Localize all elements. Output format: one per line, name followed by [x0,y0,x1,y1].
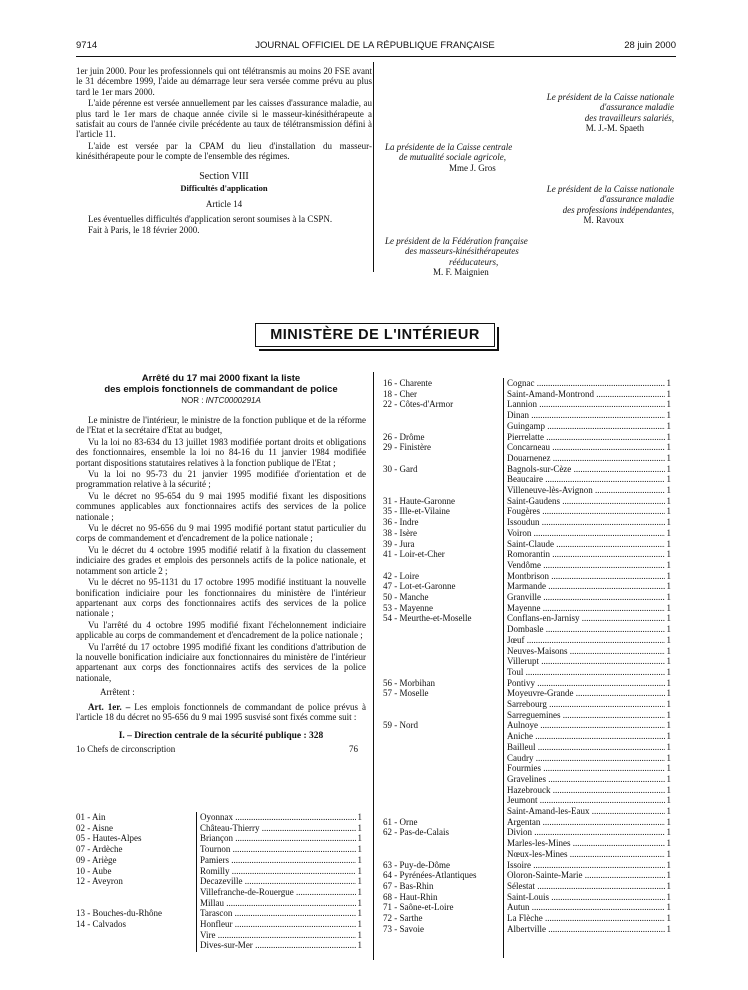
city-cell: Dinan ..... [507,410,665,421]
chefs-label: 1o Chefs de circonscription [76,743,176,754]
table-row [76,876,366,887]
city-cell: Jeumont ..... [507,795,665,806]
city-cell: Oloron-Sainte-Marie ..... [507,870,665,881]
article-1-label: Art. 1er. – [88,701,131,712]
signature-line: des travailleurs salariés, [584,112,674,123]
table-row [76,919,366,930]
count-cell: 1 [666,592,671,602]
city-cell: Villefranche-de-Rouergue ..... [200,887,356,898]
count-cell: 1 [357,908,362,919]
signature-name: M. F. Maignien [433,267,489,278]
department-cell: 38 - Isère [383,527,417,538]
city-cell: Beaucaire ..... [507,474,665,485]
count-cell: 1 [666,549,671,560]
table-row [383,421,675,432]
paragraph: Les éventuelles difficultés d'application seront soumises à la CSPN. [88,213,333,224]
table-row [383,592,675,603]
city-cell: Saint-Amand-Montrond ..... [507,389,665,400]
count-cell: 1 [666,763,671,774]
count-cell: 1 [666,806,671,816]
table-row [383,389,675,400]
department-cell: 29 - Finistère [383,442,431,453]
table-row [383,399,675,410]
count-cell: 1 [666,399,671,410]
table-row [383,549,675,560]
table-row [76,855,366,866]
city-cell: Voiron ..... [507,528,665,539]
city-cell: Nœux-les-Mines ..... [507,849,665,860]
count-cell: 1 [357,897,362,908]
table-row [383,924,675,935]
signature-line: Le président de la Caisse nationale [546,184,674,194]
city-cell: Conflans-en-Jarnisy ..... [507,613,665,624]
count-cell: 1 [666,870,671,881]
signature-line: des professions indépendantes, [562,204,674,215]
count-cell: 1 [666,709,671,720]
decree-title: des emplois fonctionnels de commandant de police [104,383,338,395]
count-cell: 1 [357,886,362,897]
department-cell: 39 - Jura [383,538,415,549]
count-cell: 1 [666,731,671,742]
department-cell: 53 - Mayenne [383,602,433,613]
count-cell: 1 [666,410,671,421]
department-cell: 14 - Calvados [76,919,126,929]
count-cell: 1 [357,929,362,940]
city-cell: Divion ..... [507,827,665,838]
signature-line: La présidente de la Caisse centrale [385,142,513,152]
signature-name: M. Ravoux [583,215,624,226]
table-row [383,838,675,849]
table-row [383,667,675,678]
city-cell: Bagnols-sur-Cèze ..... [507,464,665,475]
city-cell: Toul ..... [507,667,665,678]
nor-code: INTC0000291A [205,396,261,405]
header-rule [76,56,676,57]
count-cell: 1 [357,833,362,844]
chefs-line [76,743,366,755]
department-cell: 30 - Gard [383,463,418,474]
department-cell: 42 - Loire [383,570,419,581]
header-date: 28 juin 2000 [624,40,676,51]
table-row [383,688,675,699]
count-cell: 1 [666,570,671,581]
paragraph: Vu la loi no 95-73 du 21 janvier 1995 modifiée d'orientation et de programmation relative à la sécurité ; [76,469,366,490]
table-row [383,506,675,517]
nor-label: NOR : [181,396,204,405]
article-1 [76,702,366,723]
paragraph: Vu le décret no 95-654 du 9 mai 1995 modifié fixant les dispositions communes applicables aux fonctionnaires actifs des services de la police nationale ; [76,490,366,522]
table-row [383,860,675,871]
count-cell: 1 [357,876,362,887]
count-cell: 1 [666,688,671,699]
count-cell: 1 [666,624,671,635]
count-cell: 1 [666,827,671,838]
count-cell: 1 [666,452,671,463]
city-cell: Issoudun ..... [507,517,665,528]
count-cell: 1 [666,741,671,752]
table-row [383,753,675,764]
city-cell: Saint-Gaudens ..... [507,496,665,507]
count-cell: 1 [666,848,671,859]
city-cell: Marmande ..... [507,581,665,592]
count-cell: 1 [666,495,671,506]
count-cell: 1 [666,559,671,570]
section-title: Difficultés d'application [180,183,268,194]
signature-name: M. J.-M. Spaeth [585,123,644,134]
department-cell: 16 - Charente [383,378,432,388]
table-divider [196,812,197,952]
signature-line: d'assurance maladie [599,102,674,113]
count-cell: 1 [357,812,362,822]
city-cell: Issoire ..... [507,860,665,871]
count-cell: 1 [666,527,671,538]
nor-line [76,395,366,407]
count-cell: 1 [666,913,671,923]
signature-line: d'assurance maladie [599,194,674,205]
department-cell: 72 - Sarthe [383,913,423,923]
city-cell: Aniche ..... [507,731,665,742]
table-row [383,539,675,550]
count-cell: 1 [666,602,671,613]
count-cell: 1 [666,656,671,667]
table-row [383,774,675,785]
journal-title: JOURNAL OFFICIEL DE LA RÉPUBLIQUE FRANÇAISE [255,40,495,51]
city-cell: Pontivy ..... [507,678,665,689]
city-cell: Oyonnax ..... [200,812,356,823]
count-cell: 1 [666,420,671,431]
city-cell: Château-Thierry ..... [200,823,356,834]
paragraph: Vu le décret du 4 octobre 1995 modifié relatif à la fixation du classement indiciaire des grades et emplois des personnels actifs de la police nationale, et notamment son article 2 ; [76,544,366,576]
count-cell: 1 [666,485,671,495]
signature-block [385,142,585,173]
table-row [76,823,366,834]
count-cell: 1 [666,720,671,731]
department-cell: 59 - Nord [383,720,418,731]
paragraph: Vu l'arrêté du 4 octobre 1995 modifié fixant l'échelonnement indiciaire applicable au corps de commandement et d'encadrement de la police nationale ; [76,619,366,641]
city-cell: Romilly ..... [200,866,356,877]
city-cell: Lannion ..... [507,399,665,410]
paragraph: Le ministre de l'intérieur, le ministre de la fonction publique et de la réforme de l'Etat et la secrétaire d'Etat au budget, [76,415,366,436]
city-cell: Briançon ..... [200,833,356,844]
department-cell: 18 - Cher [383,388,417,399]
city-cell: Honfleur ..... [200,919,356,930]
count-cell: 1 [357,865,362,876]
chefs-count: 76 [349,743,358,754]
department-cell: 36 - Indre [383,517,419,528]
city-cell: Pierrelatte ..... [507,432,665,443]
department-cell: 73 - Savoie [383,923,424,934]
city-cell: Hazebrouck ..... [507,785,665,796]
table-row [383,892,675,903]
department-cell: 26 - Drôme [383,431,425,442]
department-cell: 12 - Aveyron [76,876,123,887]
paragraph: Vu le décret no 95-1131 du 17 octobre 1995 modifié instituant la nouvelle bonification indiciaire pour les fonctionnaires du ministère de l'intérieur appartenant aux corps des fonctionnaires actifs des services de la police nationale ; [76,577,366,619]
city-cell: Sélestat ..... [507,881,665,892]
table-row [76,812,366,823]
section-heading: Section VIII [199,170,249,182]
count-cell: 1 [666,645,671,656]
table-row [383,464,675,475]
table-row [383,613,675,624]
table-row [383,827,675,838]
count-cell: 1 [666,923,671,934]
table-row [383,656,675,667]
count-cell: 1 [357,919,362,929]
table-row [383,528,675,539]
table-row [383,603,675,614]
city-cell: Marles-les-Mines ..... [507,838,665,849]
count-cell: 1 [666,538,671,549]
table-row [383,678,675,689]
department-cell: 02 - Aisne [76,822,113,833]
table-row [383,731,675,742]
table-row [383,913,675,924]
department-cell: 35 - Ille-et-Vilaine [383,506,450,517]
department-cell: 54 - Meurthe-et-Moselle [383,613,472,624]
paragraph: 1er juin 2000. Pour les professionnels qui ont télétransmis au moins 20 FSE avant le 31 décembre 1999, l'aide au démarrage leur sera versée comme prévu au plus tard le 1er mars 2000. [76,66,372,97]
city-cell: Saint-Amand-les-Eaux ..... [507,806,665,817]
signature-block [430,92,674,134]
department-cell: 56 - Morbihan [383,677,435,688]
city-cell: Saint-Claude ..... [507,539,665,550]
city-cell: Tournon ..... [200,844,356,855]
table-row [383,699,675,710]
city-cell: Sarrebourg ..... [507,699,665,710]
department-cell: 71 - Saône-et-Loire [383,902,454,913]
table-row [76,833,366,844]
signature-line: des masseurs-kinésithérapeutes [405,246,519,257]
count-cell: 1 [666,795,671,806]
table-row [76,887,366,898]
table-row [383,720,675,731]
department-cell: 67 - Bas-Rhin [383,880,434,891]
city-cell: Fourmies ..... [507,763,665,774]
table-row [383,624,675,635]
city-cell: Albertville ..... [507,924,665,935]
city-cell: Moyeuvre-Grande ..... [507,688,665,699]
department-cell: 63 - Puy-de-Dôme [383,859,450,870]
table-row [76,844,366,855]
count-cell: 1 [666,388,671,399]
department-cell: 62 - Pas-de-Calais [383,827,449,838]
city-cell: Concarneau ..... [507,442,665,453]
paragraph: Fait à Paris, le 18 février 2000. [88,225,200,236]
city-cell: Millau ..... [200,898,356,909]
count-cell: 1 [666,859,671,870]
department-cell: 01 - Ain [76,812,106,822]
top-left-column [76,66,372,237]
city-cell: Saint-Louis ..... [507,892,665,903]
city-cell: Sarreguemines ..... [507,710,665,721]
city-cell: Douarnenez ..... [507,453,665,464]
count-cell: 1 [666,752,671,763]
table-row [383,474,675,485]
table-row [383,710,675,721]
table-row [383,453,675,464]
city-cell: Fougères ..... [507,506,665,517]
arretent: Arrêtent : [100,687,135,698]
table-row [383,485,675,496]
city-cell: Vendôme ..... [507,560,665,571]
table-row [383,870,675,881]
city-cell: Aulnoye ..... [507,720,665,731]
count-cell: 1 [666,838,671,849]
city-cell: Jœuf ..... [507,635,665,646]
department-cell: 22 - Côtes-d'Armor [383,399,454,410]
city-cell: Vire ..... [200,930,356,941]
page-number: 9714 [76,40,98,51]
table-row [383,517,675,528]
table-row [76,940,366,951]
city-cell: Bailleul ..... [507,742,665,753]
city-cell: Villerupt ..... [507,656,665,667]
city-cell: Romorantin ..... [507,549,665,560]
signature-block [385,236,605,278]
decree [76,374,366,755]
count-cell: 1 [666,677,671,688]
decree-title: Arrêté du 17 mai 2000 fixant la liste [141,373,301,384]
article-heading: Article 14 [205,199,243,210]
table-row [383,442,675,453]
department-cell: 68 - Haut-Rhin [383,891,438,902]
city-cell: Decazeville ..... [200,876,356,887]
count-cell: 1 [666,891,671,902]
city-cell: Neuves-Maisons ..... [507,646,665,657]
department-cell: 10 - Aube [76,865,112,876]
count-cell: 1 [666,581,671,592]
table-row [383,881,675,892]
department-cell: 61 - Orne [383,816,418,827]
city-cell: Montbrison ..... [507,571,665,582]
paragraph: Vu l'arrêté du 17 octobre 1995 modifié fixant les conditions d'attribution de la nouvelle bonification indiciaire aux fonctionnaires du ministère de l'intérieur appartenant aux corps des fonctionnaires actifs des services de la police nationale, [76,641,366,683]
count-cell: 1 [666,902,671,913]
count-cell: 1 [666,474,671,485]
table-row [76,898,366,909]
paragraph: L'aide pérenne est versée annuellement par les caisses d'assurance maladie, au plus tard le 1er mars de chaque année civile si le masseur-kinésithérapeute a satisfait au cours de l'année civile précédente au taux de télétransmission défini à l'article 11. [76,98,372,140]
table-row [383,763,675,774]
section-1-heading: I. – Direction centrale de la sécurité publique : 328 [118,731,324,742]
table-row [383,817,675,828]
count-cell: 1 [666,816,671,827]
count-cell: 1 [666,880,671,891]
city-cell: Pamiers ..... [200,855,356,866]
article-1-text: Les emplois fonctionnels de commandant de police prévus à l'article 18 du décret no 95-656 du 9 mai 1995 susvisé sont fixés comme suit : [76,701,367,722]
table-row [383,496,675,507]
paragraph: L'aide est versée par la CPAM du lieu d'installation du masseur-kinésithérapeute pour le compte de l'ensemble des régimes. [76,140,372,162]
count-cell: 1 [666,442,671,453]
department-cell: 64 - Pyrénées-Atlantiques [383,870,477,881]
table-row [76,908,366,919]
table-row [383,795,675,806]
signature-line: Le président de la Fédération française [385,236,528,246]
signature-line: Le président de la Caisse nationale [546,92,674,102]
table-row [383,581,675,592]
department-cell: 41 - Loir-et-Cher [383,549,445,560]
department-cell: 57 - Moselle [383,688,429,699]
count-cell: 1 [357,854,362,865]
city-cell: Villeneuve-lès-Avignon ..... [507,485,665,496]
department-cell: 05 - Hautes-Alpes [76,833,142,844]
table-row [383,432,675,443]
count-cell: 1 [357,940,362,951]
table-row [383,646,675,657]
table-row [383,635,675,646]
department-cell: 31 - Haute-Garonne [383,495,455,506]
city-cell: Cognac ..... [507,378,665,389]
city-cell: Mayenne ..... [507,603,665,614]
signature-block [430,184,674,226]
signature-line: de mutualité sociale agricole, [399,152,506,163]
city-cell: Dombasle ..... [507,624,665,635]
table-row [383,410,675,421]
city-cell: Autun ..... [507,902,665,913]
table-row [383,785,675,796]
count-cell: 1 [666,634,671,645]
department-cell: 47 - Lot-et-Garonne [383,581,456,592]
count-cell: 1 [666,666,671,677]
table-row [383,560,675,571]
table-row [383,849,675,860]
city-cell: Caudry ..... [507,753,665,764]
table-row [383,806,675,817]
table-row [76,866,366,877]
count-cell: 1 [666,431,671,442]
department-cell: 50 - Manche [383,592,429,602]
department-cell: 13 - Bouches-du-Rhône [76,908,162,919]
city-cell: Granville ..... [507,592,665,603]
city-cell: Argentan ..... [507,817,665,828]
department-cell: 07 - Ardèche [76,844,123,855]
column-divider [373,372,374,960]
count-cell: 1 [666,517,671,528]
count-cell: 1 [666,378,671,388]
city-cell: Dives-sur-Mer ..... [200,940,356,951]
table-row [383,742,675,753]
paragraph: Vu la loi no 83-634 du 13 juillet 1983 modifiée portant droits et obligations des fonctionnaires, ensemble la loi no 84-16 du 11 janvier 1984 modifiée portant dispositions statutaires relatives à la fonction publique de l'Etat ; [76,436,366,468]
city-cell: Gravelines ..... [507,774,665,785]
paragraph: Vu le décret no 95-656 du 9 mai 1995 modifié portant statut particulier du corps de commandement et d'encadrement de la police nationale ; [76,523,366,544]
city-cell: Tarascon ..... [200,908,356,919]
table-row [383,902,675,913]
count-cell: 1 [666,463,671,474]
count-cell: 1 [666,784,671,795]
signature-name: Mme J. Gros [449,162,496,173]
count-cell: 1 [666,773,671,784]
table-row [383,571,675,582]
count-cell: 1 [357,844,362,855]
signature-line: rééducateurs, [449,256,499,267]
count-cell: 1 [357,822,362,833]
department-cell: 09 - Ariège [76,854,117,865]
column-divider [373,62,374,272]
count-cell: 1 [666,613,671,624]
city-cell: La Flèche ..... [507,913,665,924]
count-cell: 1 [666,699,671,709]
count-cell: 1 [666,506,671,517]
table-row [76,930,366,941]
city-cell: Guingamp ..... [507,421,665,432]
ministry-heading: MINISTÈRE DE L'INTÉRIEUR [255,323,495,347]
table-row [383,378,675,389]
